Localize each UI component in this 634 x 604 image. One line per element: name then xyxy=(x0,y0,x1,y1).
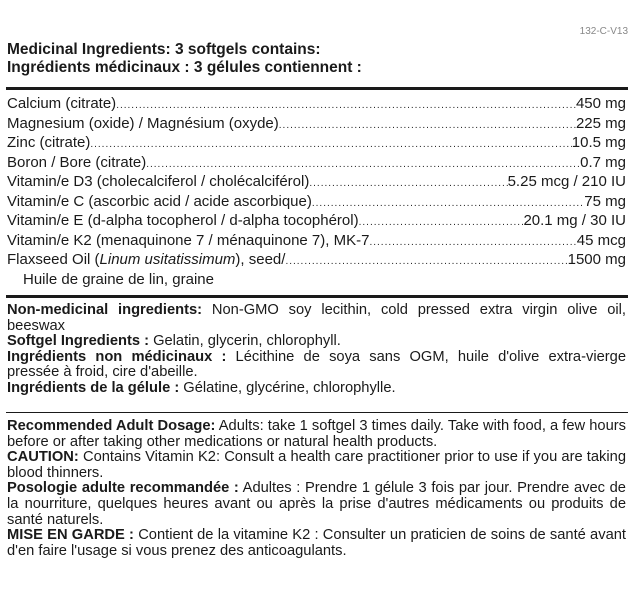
ingredient-row xyxy=(7,153,626,173)
leader-dots xyxy=(309,172,507,194)
leader-dots xyxy=(116,94,576,116)
leader-dots xyxy=(90,133,571,155)
medicinal-heading xyxy=(7,41,362,77)
ingredient-name: Vitamin/e K2 (menaquinone 7 / ménaquinone 7), MK-7 xyxy=(7,231,370,249)
caution-fr: MISE EN GARDE : Contient de la vitamine K2 : Consulter un praticien de soins de santé avant d'en faire l'usage si vous prenez des anticoagulants. xyxy=(7,527,626,559)
ingredient-amount: 0.7 mg xyxy=(580,153,626,171)
ingredient-amount: 225 mg xyxy=(575,114,626,132)
flaxseed-french-name: Huile de graine de lin, graine xyxy=(23,270,214,288)
ingredient-name: Vitamin/e D3 (cholecalciferol / cholécalciférol) xyxy=(7,173,310,190)
ingredient-amount: 45 mcg xyxy=(576,231,626,249)
dosage-fr: Posologie adulte recommandée : Adultes : Prendre 1 gélule 3 fois par jour. Prendre avec de la nourriture, quelques heures avant ou après la prise d'autres médicaments ou produits de santé naturels. xyxy=(7,480,626,528)
caution-en: CAUTION: Contains Vitamin K2: Consult a health care practitioner prior to use if you are taking blood thinners. xyxy=(7,449,626,481)
ingredient-name: Boron / Bore (citrate) xyxy=(7,153,147,171)
ingredient-name: Flaxseed Oil (Linum usitatissimum), seed/ xyxy=(7,251,286,268)
ingredient-name: Calcium (citrate) xyxy=(7,95,117,112)
ingredient-name: Magnesium (oxide) / Magnésium (oxyde) xyxy=(7,114,279,132)
divider-lower xyxy=(6,412,628,413)
dosage-en: Recommended Adult Dosage: Adults: take 1 softgel 3 times daily. Take with food, a few hours before or after taking other medications or natural health products. xyxy=(7,418,627,450)
leader-dots xyxy=(369,231,576,253)
ingredient-name: Vitamin/e E (d-alpha tocopherol / d-alpha tocophérol) xyxy=(7,212,359,229)
non-medicinal-en: Non-medicinal ingredients: Non-GMO soy lecithin, cold pressed extra virgin olive oil, beeswax xyxy=(7,302,627,334)
dosage-section xyxy=(7,419,626,559)
ingredient-amount: 5.25 mcg / 210 IU xyxy=(507,173,626,190)
ingredient-table xyxy=(7,94,626,289)
leader-dots xyxy=(312,192,584,214)
ingredient-row xyxy=(7,192,626,212)
divider-middle xyxy=(6,295,628,298)
ingredient-amount: 20.1 mg / 30 IU xyxy=(523,212,626,229)
ingredient-row xyxy=(7,114,626,134)
label-code: 132-C-V13 xyxy=(579,26,628,37)
non-medicinal-section xyxy=(7,303,626,397)
softgel-ingredients-fr: Ingrédients de la gélule : Gélatine, glycérine, chlorophylle. xyxy=(7,379,396,396)
ingredient-row xyxy=(7,133,626,153)
ingredient-amount: 75 mg xyxy=(584,192,626,210)
ingredient-amount: 450 mg xyxy=(575,95,626,112)
ingredient-row xyxy=(7,172,626,192)
softgel-ingredients-en: Softgel Ingredients : Gelatin, glycerin, chlorophyll. xyxy=(7,333,341,350)
ingredient-amount: 1500 mg xyxy=(567,251,626,268)
heading-en: Medicinal Ingredients: 3 softgels contains: xyxy=(7,41,321,58)
ingredient-amount: 10.5 mg xyxy=(571,134,626,151)
ingredient-row xyxy=(7,94,626,114)
leader-dots xyxy=(146,153,580,175)
leader-dots xyxy=(359,211,524,233)
ingredient-row xyxy=(7,211,626,231)
ingredient-row-flaxseed xyxy=(7,250,626,270)
heading-fr: Ingrédients médicinaux : 3 gélules contiennent : xyxy=(7,59,362,76)
ingredient-row xyxy=(7,231,626,251)
ingredient-name: Vitamin/e C (ascorbic acid / acide ascorbique) xyxy=(7,192,312,210)
leader-dots xyxy=(279,114,576,136)
ingredient-name: Zinc (citrate) xyxy=(7,134,91,151)
leader-dots xyxy=(285,250,567,272)
divider-top xyxy=(6,87,628,90)
non-medicinal-fr: Ingrédients non médicinaux : Lécithine de soya sans OGM, huile d'olive extra-vierge pressée à froid, cire d'abeille. xyxy=(7,348,626,381)
